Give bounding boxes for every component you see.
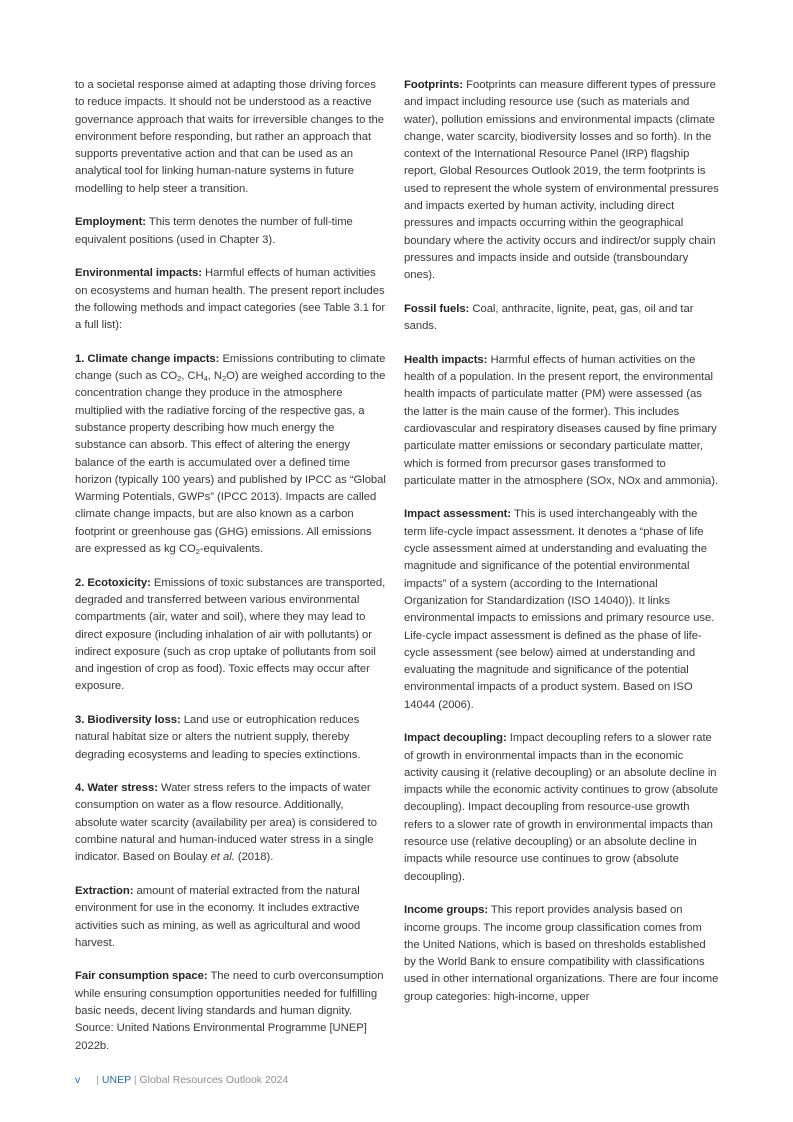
term-label: 2. Ecotoxicity: [75, 576, 151, 589]
definition-impact-assessment [404, 506, 720, 714]
footer-separator: | [133, 1074, 137, 1086]
definition-environmental-impacts [75, 265, 388, 334]
definition-fossil-fuels [404, 301, 720, 336]
definition-text: Water stress refers to the impacts of water consumption on water as a flow resource. Additionally, absolute water scarcity (availability per area) is considered to combine natural and human-induced water stress in a single indicator. Based on Boulay [75, 782, 377, 864]
definition-text: This term denotes the number of full-time equivalent positions (used in Chapter 3). [75, 216, 353, 246]
right-column [404, 77, 720, 1022]
definition-income-groups [404, 902, 720, 1006]
term-label: Environmental impacts: [75, 267, 202, 280]
term-label: Extraction: [75, 884, 134, 897]
left-column [75, 77, 388, 1071]
definition-text: Coal, anthracite, lignite, peat, gas, oil and tar sands. [404, 302, 694, 333]
term-label: Footprints: [404, 79, 464, 91]
subscript: 2 [222, 374, 227, 384]
paragraph-text: to a societal response aimed at adapting those driving forces to reduce impacts. It should not be understood as a reactive governance approach that waits for irreversible changes to the environment before responding, but rather an approach that supports preventative action and that can be used as an analytical tool for linking human-nature systems in future modelling to help steer a transition. [75, 79, 384, 195]
term-label: Health impacts: [404, 353, 488, 366]
definition-fair-consumption-space [75, 968, 388, 1054]
definition-text: , CH [181, 370, 204, 383]
definition-impact-decoupling [404, 730, 720, 886]
footer-separator: | [96, 1074, 99, 1086]
definition-climate-change-impacts [75, 351, 388, 559]
footer-title: Global Resources Outlook 2024 [139, 1074, 289, 1086]
term-label: 1. Climate change impacts: [75, 352, 220, 365]
term-label: Employment: [75, 216, 147, 229]
term-label: 3. Biodiversity loss: [75, 713, 181, 726]
definition-text: amount of material extracted from the natural environment for use in the economy. It includes extractive activities such as mining, as well as agricultural and wood harvest. [75, 884, 361, 949]
definition-text: Land use or eutrophication reduces natural habitat size or alters the nutrient supply, thereby degrading ecosystems and leading to species extinctions. [75, 713, 361, 761]
definition-text: (2018). [234, 851, 274, 864]
subscript: 2 [195, 547, 200, 557]
footer-org: UNEP [101, 1074, 131, 1086]
term-label: Impact assessment: [404, 508, 512, 521]
definition-italic-text: et al. [210, 851, 235, 864]
definition-text: -equivalents. [199, 543, 264, 556]
definition-text: Harmful effects of human activities on ecosystems and human health. The present report includes the following methods and impact categories (see Table 3.1 for a full list): [75, 267, 386, 332]
definition-biodiversity-loss [75, 712, 388, 764]
definition-text: Emissions contributing to climate change (such as CO [75, 352, 386, 383]
paragraph-continuation [75, 77, 388, 198]
definition-text: , N [207, 370, 223, 383]
term-label: 4. Water stress: [75, 782, 158, 795]
definition-text: Impact decoupling refers to a slower rate of growth in environmental impacts than in the economic activity causing it (relative decoupling) or an absolute decline in impacts while the economic activity continues to grow (absolute decoupling). Impact decoupling from resource-use growth refers to a slower rate of growth in environmental impacts than resource use (relative decoupling) or an absolute decline in impacts while resource use continues to grow (absolute decoupling). [404, 732, 718, 883]
definition-text: O) are weighed according to the concentration change they produce in the atmosphere multiplied with the radiative forcing of the respective gas, a substance property describing how much energy the substance can absorb. This effect of altering the energy balance of the earth is accumulated over a defined time horizon (typically 100 years) and published by IPCC as “Global Warming Potentials, GWPs” (IPCC 2013). Impacts are called climate change impacts, but are also known as a carbon footprint or greenhouse gas (GHG) emissions. All emissions are expressed as kg CO [75, 370, 386, 556]
definition-extraction [75, 883, 388, 952]
definition-health-impacts [404, 352, 720, 490]
page-number: v [75, 1074, 81, 1086]
definition-employment [75, 214, 388, 249]
definition-text: Footprints can measure different types of pressure and impact including resource use (such as materials and water), pollution emissions and environmental impacts (climate change, water scarcity, biodiversity losses and so forth). In the context of the International Resource Panel (IRP) flagship report, Global Resources Outlook 2019, the term footprints is used to represent the whole system of environmental pressures and impacts exerted by human activity, including direct pressures and impacts occurring within the geographical boundary where the activity occurs and indirect/or supply chain pressures and impacts inside and outside (transboundary ones). [404, 79, 719, 282]
term-label: Fossil fuels: [404, 302, 470, 315]
page-footer [75, 1073, 288, 1087]
term-label: Income groups: [404, 904, 489, 917]
definition-text: Harmful effects of human activities on the health of a population. In the present report, the environmental health impacts of particulate matter (PM) were assessed (as the latter is the main cause of the former). This includes cardiovascular and respiratory diseases caused by fine primary particulate matter emissions or secondary particulate matter, which is formed from precursor gases transformed to particulate matter in the atmosphere (SOx, NOx and ammonia). [404, 353, 719, 487]
definition-water-stress [75, 780, 388, 866]
definition-text: This is used interchangeably with the term life-cycle impact assessment. It denotes a “phase of life cycle assessment aimed at understanding and evaluating the magnitude and significance of the potential environmental impacts” of a system (according to the International Organization for Standardization (ISO 14040)). It links environmental impacts to emissions and primary resource use. Life-cycle impact assessment is defined as the phase of life-cycle assessment (see below) aimed at understanding and evaluating the magnitude and significance of the potential environmental impacts of a product system. Based on ISO 14044 (2006). [404, 508, 715, 711]
term-label: Fair consumption space: [75, 970, 208, 983]
definition-ecotoxicity [75, 575, 388, 696]
definition-text: The need to curb overconsumption while ensuring consumption opportunities needed for fulfilling basic needs, decent living standards and human dignity. Source: United Nations Environmental Programme [UNEP] 2022b. [75, 970, 384, 1052]
definition-text: This report provides analysis based on income groups. The income group classification comes from the United Nations, which is based on thresholds established by the World Bank to ensure compatibility with classifications used in other international organizations. There are four income group categories: high-income, upper [404, 904, 719, 1003]
definition-footprints [404, 77, 720, 285]
definition-text: Emissions of toxic substances are transported, degraded and transferred between various environmental compartments (air, water and soil), where they may lead to direct exposure (including inhalation of air with pollutants) or indirect exposure (such as crop uptake of pollutants from soil and ingestion of crop as food). Toxic effects may occur after exposure. [75, 576, 386, 693]
subscript: 2 [177, 374, 182, 384]
term-label: Impact decoupling: [404, 732, 507, 745]
subscript: 4 [203, 374, 208, 384]
